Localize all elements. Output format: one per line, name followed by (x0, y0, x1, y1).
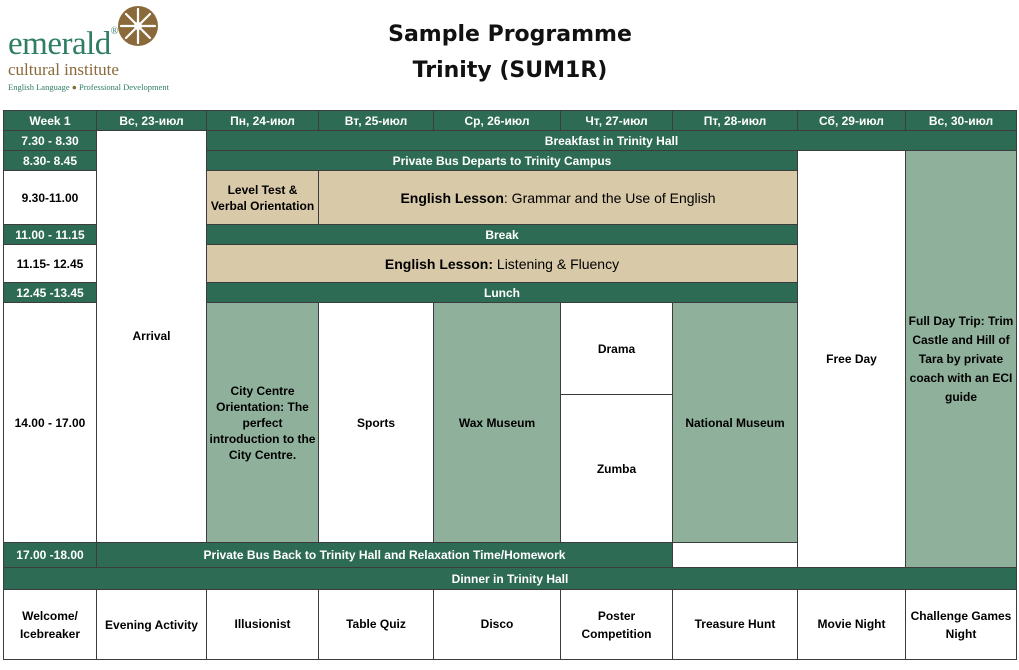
day-header: Ср, 26-июл (434, 111, 561, 131)
week-header: Week 1 (4, 111, 97, 131)
time-slot: 14.00 - 17.00 (4, 303, 97, 543)
day-header: Вс, 30-июл (906, 111, 1017, 131)
arrival-cell: Arrival (97, 131, 207, 543)
page-subtitle: Trinity (SUM1R) (412, 58, 608, 83)
table-quiz-cell: Table Quiz (319, 590, 434, 660)
welcome-cell: Welcome/ Icebreaker (4, 590, 97, 660)
free-day-cell: Free Day (798, 151, 906, 568)
table-row (4, 568, 1017, 590)
time-slot: 12.45 -13.45 (4, 283, 97, 303)
full-day-trip-cell: Full Day Trip: Trim Castle and Hill of Tara by private coach with an ECI guide (906, 151, 1017, 568)
movie-night-cell: Movie Night (798, 590, 906, 660)
lunch-band: Lunch (207, 283, 798, 303)
header-row (4, 111, 1017, 131)
logo-wordmark: emerald® (8, 26, 118, 62)
emerald-logo (6, 4, 196, 94)
evening-activity-label: Evening Activity (97, 590, 207, 660)
breakfast-band: Breakfast in Trinity Hall (207, 131, 1017, 151)
day-header: Пт, 28-июл (673, 111, 798, 131)
logo-tagline: English Language ● Professional Development (8, 82, 169, 92)
time-slot: 7.30 - 8.30 (4, 131, 97, 151)
time-slot: 8.30- 8.45 (4, 151, 97, 171)
zumba-cell: Zumba (561, 395, 673, 543)
national-museum-cell: National Museum (673, 303, 798, 543)
disco-cell: Disco (434, 590, 561, 660)
english-lesson-grammar: English Lesson: Grammar and the Use of English (319, 171, 798, 225)
time-slot: 11.00 - 11.15 (4, 225, 97, 245)
treasure-hunt-cell: Treasure Hunt (673, 590, 798, 660)
day-header: Вс, 23-июл (97, 111, 207, 131)
table-row (4, 131, 1017, 151)
day-header: Пн, 24-июл (207, 111, 319, 131)
sports-cell: Sports (319, 303, 434, 543)
day-header: Сб, 29-июл (798, 111, 906, 131)
drama-cell: Drama (561, 303, 673, 395)
schedule-table (3, 110, 1017, 660)
break-band: Break (207, 225, 798, 245)
day-header: Чт, 27-июл (561, 111, 673, 131)
dinner-band: Dinner in Trinity Hall (4, 568, 1017, 590)
day-header: Вт, 25-июл (319, 111, 434, 131)
poster-competition-cell: Poster Competition (561, 590, 673, 660)
bus-departs-band: Private Bus Departs to Trinity Campus (207, 151, 798, 171)
illusionist-cell: Illusionist (207, 590, 319, 660)
english-lesson-listening: English Lesson: Listening & Fluency (207, 245, 798, 283)
page-title: Sample Programme (388, 22, 632, 47)
flower-emblem-icon (116, 4, 160, 48)
time-slot: 11.15- 12.45 (4, 245, 97, 283)
time-slot: 9.30-11.00 (4, 171, 97, 225)
logo-subtitle: cultural institute (8, 60, 119, 79)
challenge-games-cell: Challenge Games Night (906, 590, 1017, 660)
evening-row (4, 590, 1017, 660)
wax-museum-cell: Wax Museum (434, 303, 561, 543)
bus-back-band: Private Bus Back to Trinity Hall and Relaxation Time/Homework (97, 543, 673, 568)
level-test-cell: Level Test & Verbal Orientation (207, 171, 319, 225)
city-centre-cell: City Centre Orientation: The perfect introduction to the City Centre. (207, 303, 319, 543)
time-slot: 17.00 -18.00 (4, 543, 97, 568)
